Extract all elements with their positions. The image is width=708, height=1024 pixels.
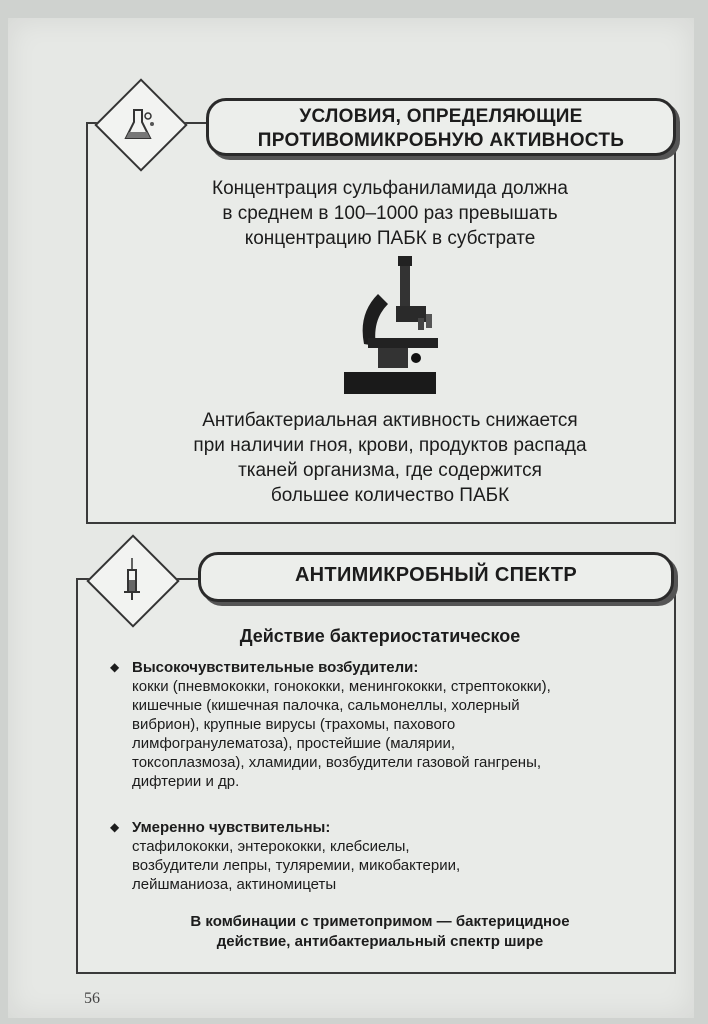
activity-paragraph (130, 408, 650, 508)
flask-icon (110, 94, 170, 154)
concentration-paragraph (150, 176, 630, 251)
bullet-line: стафилококки, энтерококки, клебсиелы, (132, 838, 410, 855)
para2-line: Антибактериальная активность снижается (202, 410, 578, 431)
para2-line: тканей организма, где содержится (238, 460, 542, 481)
section2-title: АНТИМИКРОБНЫЙ СПЕКТР (198, 552, 674, 602)
bullet-diamond-icon: ◆ (110, 660, 120, 674)
para2-line: при наличии гноя, крови, продуктов распада (193, 435, 587, 456)
para1-line: концентрацию ПАБК в субстрате (244, 228, 536, 249)
bullet-diamond-icon: ◆ (110, 820, 120, 834)
bullet-line: дифтерии и др. (132, 773, 240, 790)
bullet-title: Умеренно чувствительны: (132, 819, 331, 836)
combination-note (120, 912, 640, 952)
action-subheading: Действие бактериостатическое (239, 626, 521, 646)
bullet-line: вибрион), крупные вирусы (трахомы, пахового (132, 716, 456, 733)
para1-line: Концентрация сульфаниламида должна (212, 178, 568, 199)
bullet-title: Высокочувствительные возбудители: (132, 659, 419, 676)
bullet-line: токсоплазмоза), хламидии, возбудители газовой гангрены, (132, 754, 542, 771)
list-item (110, 818, 662, 894)
microscope-icon (338, 254, 448, 404)
page-number: 56 (84, 990, 100, 1007)
para2-line: большее количество ПАБК (270, 485, 510, 506)
list-item (110, 658, 662, 791)
bullet-line: лейшманиоза, актиномицеты (132, 876, 337, 893)
note-line: действие, антибактериальный спектр шире (216, 933, 544, 950)
bullet-line: лимфогранулематоза), простейшие (малярии, (132, 735, 456, 752)
bullet-line: кишечные (кишечная палочка, сальмонеллы, холерный (132, 697, 520, 714)
bullet-line: кокки (пневмококки, гонококки, менингококки, стрептококки), (132, 678, 551, 695)
para1-line: в среднем в 100–1000 раз превышать (222, 203, 558, 224)
bullet-line: возбудители лепры, туляремии, микобактерии, (132, 857, 461, 874)
note-line: В комбинации с триметопримом — бактерицидное (190, 913, 570, 930)
section1-title (206, 98, 676, 156)
section1-title-line2: ПРОТИВОМИКРОБНУЮ АКТИВНОСТЬ (257, 130, 625, 151)
syringe-icon (102, 550, 162, 610)
section1-title-line1: УСЛОВИЯ, ОПРЕДЕЛЯЮЩИЕ (299, 106, 583, 127)
